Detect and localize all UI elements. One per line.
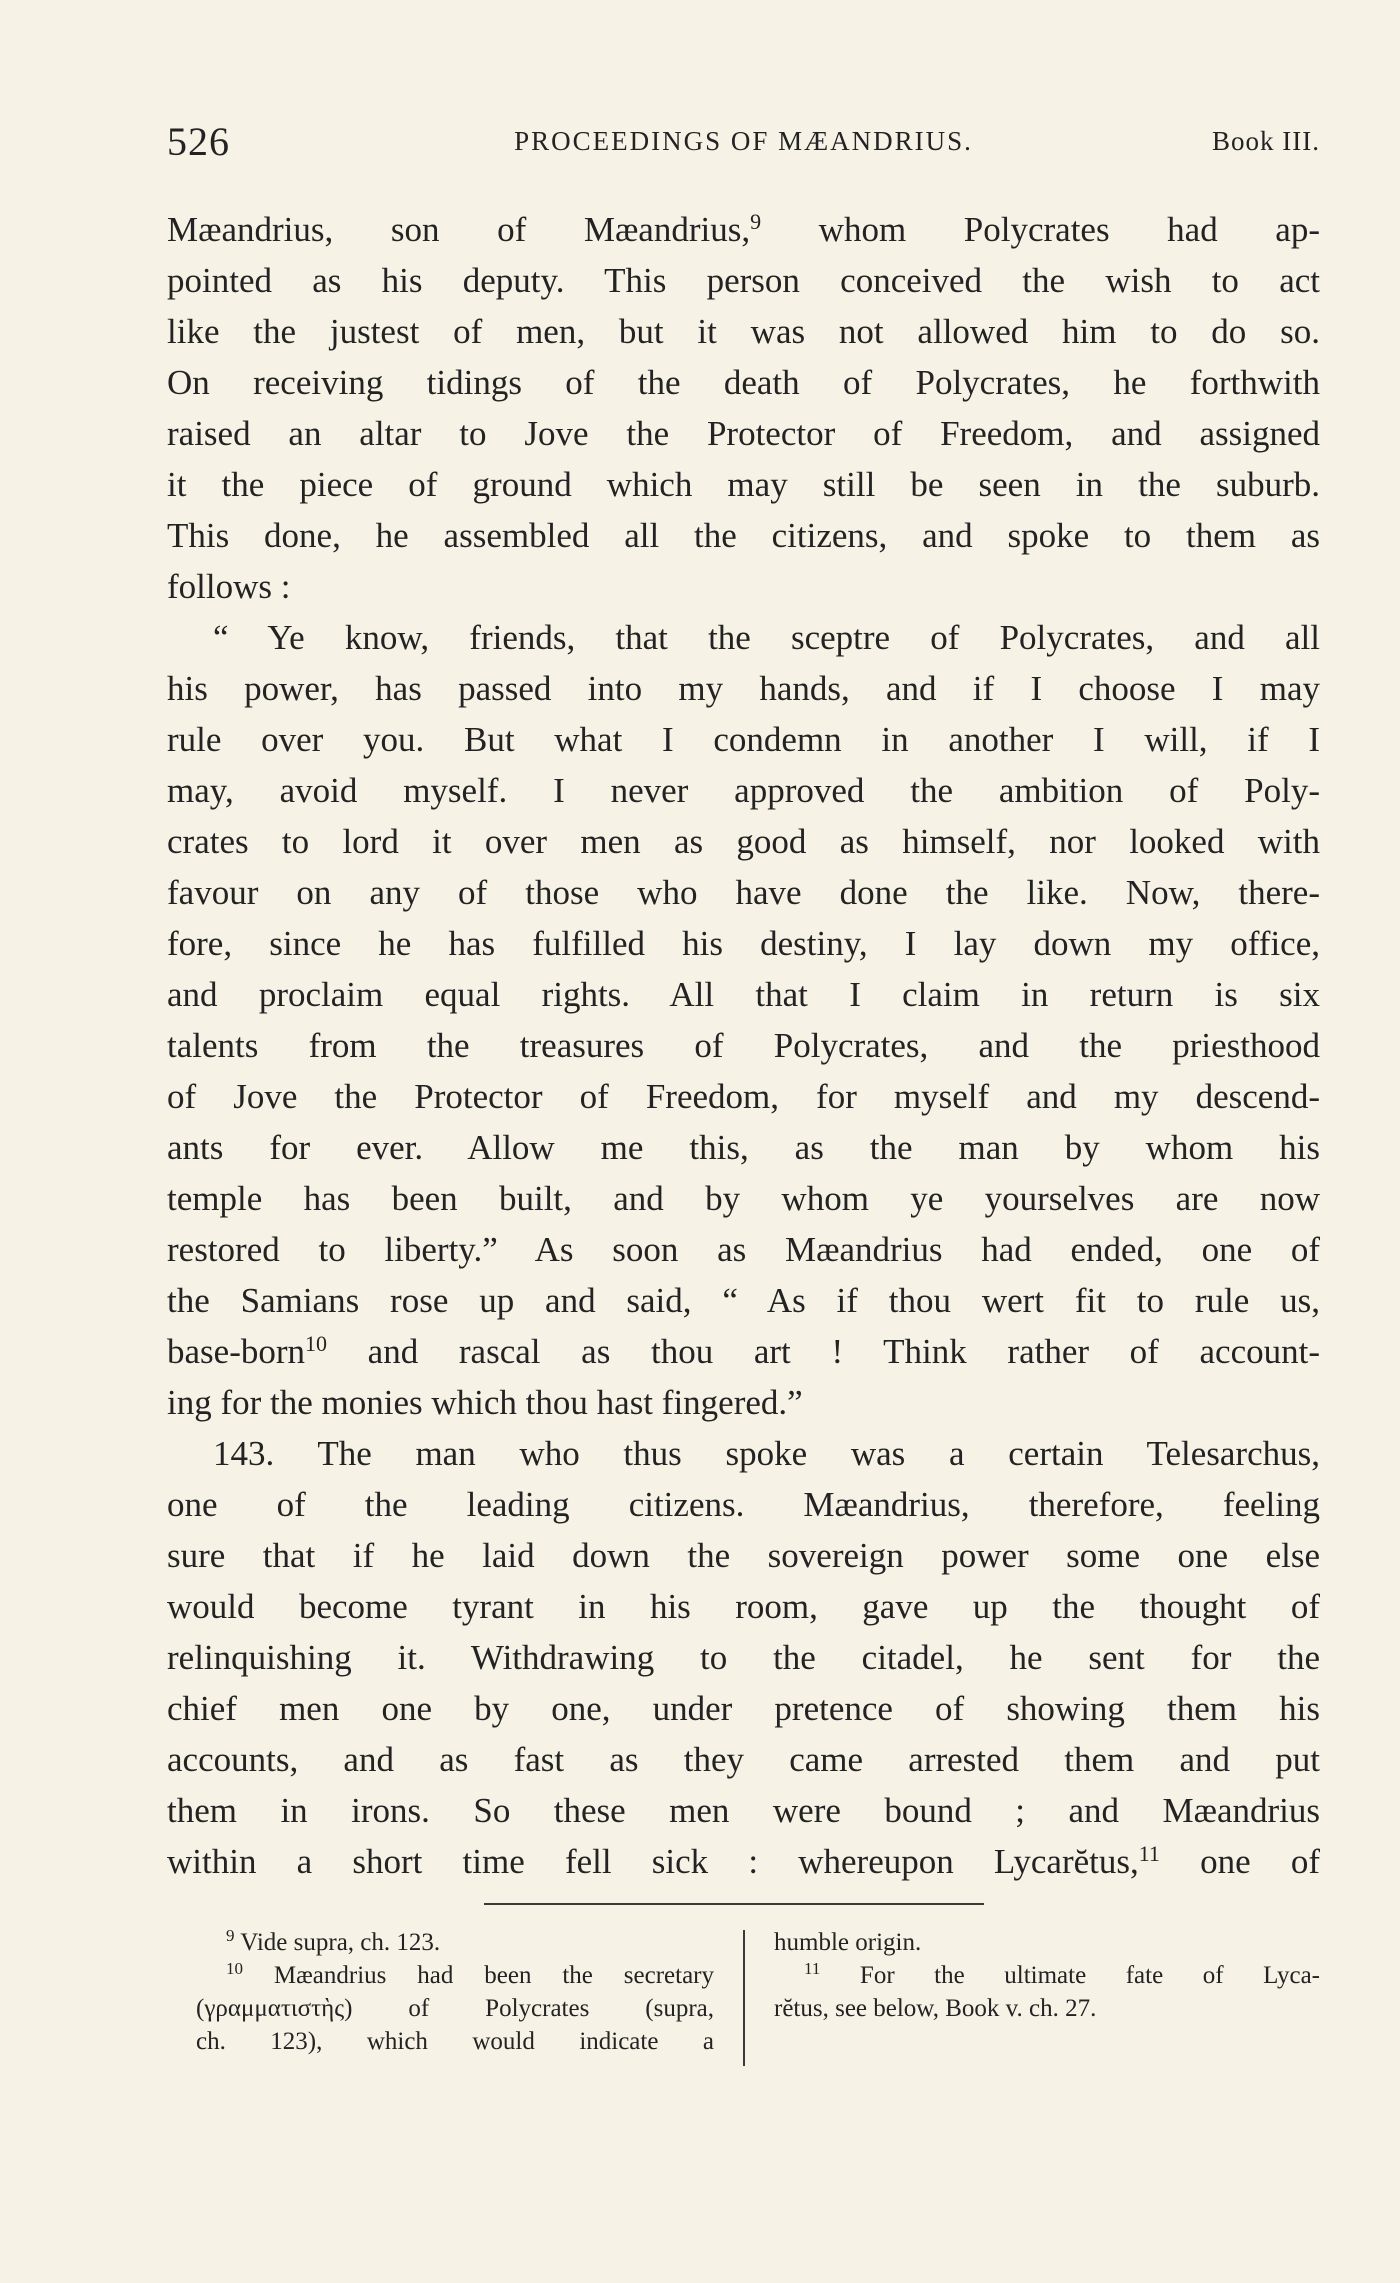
running-head [167, 118, 1320, 162]
footnote-rule [484, 1903, 984, 1905]
book-label: Book III. [1212, 126, 1320, 156]
running-title: PROCEEDINGS OF MÆANDRIUS. [514, 126, 973, 156]
text-line: relinquishing it. Withdrawing to the citadel, he sent for the [167, 1638, 1320, 1677]
speech-start-line: “ Ye know, friends, that the sceptre of Polycrates, and all [213, 618, 1320, 657]
text-line: and proclaim equal rights. All that I claim in return is six [167, 975, 1320, 1014]
footnote-11: $^{11}$ For the ultimate fate of Lyca- [804, 1959, 1320, 1989]
text-line: ing for the monies which thou hast fingered.” [167, 1383, 803, 1422]
text-line: follows : [167, 567, 291, 606]
footnote-ref-9: 9 [750, 209, 762, 234]
footnote-line: humble origin. [774, 1929, 922, 1956]
text-line: of Jove the Protector of Freedom, for myself and my descend- [167, 1077, 1320, 1116]
text-line: pointed as his deputy. This person conceived the wish to act [167, 261, 1320, 300]
main-text [167, 204, 1320, 1887]
text-line: restored to liberty.” As soon as Mæandrius had ended, one of [167, 1230, 1320, 1269]
text-line: his power, has passed into my hands, and if I choose I may [167, 669, 1320, 708]
footnote-divider [743, 1930, 745, 2066]
text-line: like the justest of men, but it was not allowed him to do so. [167, 312, 1320, 351]
text-line: may, avoid myself. I never approved the ambition of Poly- [167, 771, 1320, 810]
footnote-line: ch. 123), which would indicate a [196, 2028, 714, 2055]
text-line: accounts, and as fast as they came arrested them and put [167, 1740, 1320, 1779]
text-line: favour on any of those who have done the like. Now, there- [167, 873, 1320, 912]
text-line: rule over you. But what I condemn in another I will, if I [167, 720, 1320, 759]
chapter-start-line: 143. The man who thus spoke was a certain Telesarchus, [213, 1434, 1320, 1473]
text-line: talents from the treasures of Polycrates, and the priesthood [167, 1026, 1320, 1065]
text-line: Mæandrius, son of Mæandrius,$^9$ whom Polycrates had ap- [167, 209, 1320, 249]
text-line: crates to lord it over men as good as himself, nor looked with [167, 822, 1320, 861]
footnote-line: (γραμματιστὴς) of Polycrates (supra, [196, 1995, 714, 2022]
footnote-ref-11: 11 [1138, 1841, 1160, 1866]
text-line: This done, he assembled all the citizens, and spoke to them as [167, 516, 1320, 555]
footnote-column-right [774, 1926, 1320, 2025]
text-line: raised an altar to Jove the Protector of Freedom, and assigned [167, 414, 1320, 453]
text-line: the Samians rose up and said, “ As if thou wert fit to rule us, [167, 1281, 1320, 1320]
text-line: sure that if he laid down the sovereign power some one else [167, 1536, 1320, 1575]
text-line: base-born$^{10}$ and rascal as thou art ! Think rather of account- [167, 1331, 1320, 1371]
text-line: it the piece of ground which may still be seen in the suburb. [167, 465, 1320, 504]
footnotes [196, 1926, 1320, 2091]
text-line: one of the leading citizens. Mæandrius, therefore, feeling [167, 1485, 1320, 1524]
page-number: 526 [167, 119, 230, 164]
text-line: them in irons. So these men were bound ; and Mæandrius [167, 1791, 1320, 1830]
footnote-line: rĕtus, see below, Book v. ch. 27. [774, 1995, 1097, 2022]
footnote-ref-10: 10 [305, 1331, 328, 1356]
text-line: would become tyrant in his room, gave up the thought of [167, 1587, 1320, 1626]
text-line: fore, since he has fulfilled his destiny, I lay down my office, [167, 924, 1320, 963]
footnote-9: $^9$ Vide supra, ch. 123. [226, 1926, 441, 1956]
footnote-column-left [196, 1926, 714, 2058]
text-line: On receiving tidings of the death of Polycrates, he forthwith [167, 363, 1320, 402]
text-line: chief men one by one, under pretence of showing them his [167, 1689, 1320, 1728]
text-line: temple has been built, and by whom ye yourselves are now [167, 1179, 1320, 1218]
text-line: ants for ever. Allow me this, as the man by whom his [167, 1128, 1320, 1167]
text-line: within a short time fell sick : whereupon Lycarĕtus,$^{11}$ one of [167, 1841, 1320, 1881]
footnote-10: $^{10}$ Mæandrius had been the secretary [226, 1959, 714, 1989]
